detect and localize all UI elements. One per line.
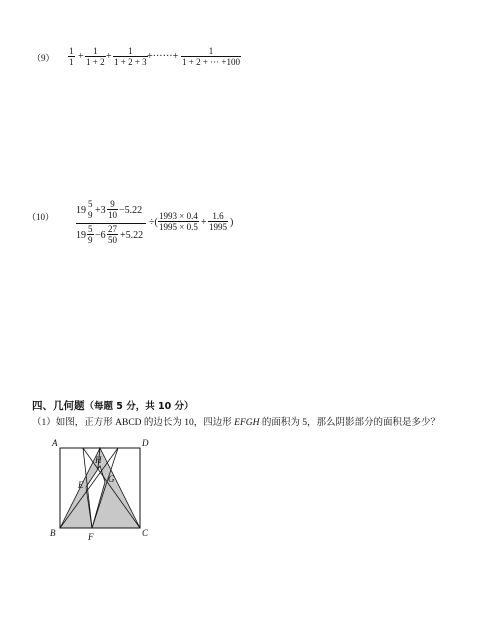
denominator: 1995 (209, 222, 227, 232)
p9-f1-numerator: 1 (69, 46, 74, 56)
p10-top-fraction-1 (87, 199, 94, 220)
p10-divide-open: ÷( (149, 217, 158, 228)
p10-top-tail: −5.22 (119, 205, 143, 216)
label-a: A (52, 438, 58, 448)
square-figure (44, 434, 164, 544)
numerator: 5 (88, 224, 93, 234)
numerator: 9 (110, 199, 115, 209)
p10-top-whole: 19 (76, 205, 86, 216)
label-c: C (142, 528, 149, 538)
section-4-title: 四、几何题 (32, 400, 85, 412)
p10-top-op: +3 (95, 205, 106, 216)
denominator: 9 (88, 235, 93, 245)
p10-top-fraction-2 (107, 199, 118, 220)
p10-bottom-fraction-1 (87, 224, 94, 245)
denominator: 1995 × 0.5 (159, 222, 198, 232)
p9-ellipsis-plus: +······+ (147, 51, 179, 62)
p9-f4-denominator: 1 + 2 + ··· +100 (182, 57, 240, 67)
label-g: G (108, 474, 115, 484)
p9-fraction-1 (68, 46, 75, 67)
question-1-text (32, 414, 440, 428)
denominator: 9 (88, 210, 93, 220)
p9-f4-numerator: 1 (208, 46, 214, 56)
p9-fraction-2 (85, 46, 106, 67)
label-e: E (78, 480, 84, 490)
p9-f3-numerator: 1 (128, 46, 133, 56)
p10-plus: + (201, 217, 207, 228)
denominator: 10 (108, 210, 117, 220)
label-h: H (95, 455, 102, 465)
label-b: B (50, 528, 56, 538)
numerator: 1993 × 0.4 (159, 211, 198, 221)
p10-bottom-tail: +5.22 (120, 230, 144, 241)
p9-plus-1: + (78, 51, 84, 62)
question-1-shape-name: EFGH (234, 418, 260, 428)
problem-9-label: （9） (32, 53, 55, 63)
label-d: D (142, 438, 149, 448)
p9-f3-denominator: 1 + 2 + 3 (114, 57, 147, 67)
numerator: 5 (88, 199, 93, 209)
section-4-heading (32, 398, 194, 413)
p10-bottom-op: −6 (95, 230, 106, 241)
p9-plus-2: + (106, 51, 112, 62)
question-1-prefix: （1）如图，正方形 ABCD 的边长为 10，四边形 (32, 418, 232, 428)
p9-fraction-3 (113, 46, 148, 67)
label-f: F (88, 532, 94, 542)
p9-f1-denominator: 1 (69, 57, 74, 67)
p10-fraction-4 (208, 211, 228, 232)
section-4-subtitle: （每题 5 分，共 10 分） (84, 401, 194, 412)
p10-close-paren: ) (230, 217, 234, 228)
p10-fraction-3 (158, 211, 199, 232)
p10-bottom-fraction-2 (107, 224, 118, 245)
p9-f2-denominator: 1 + 2 (86, 57, 105, 67)
p9-f2-numerator: 1 (93, 46, 98, 56)
problem-10-label: （10） (27, 212, 55, 222)
numerator: 27 (108, 224, 117, 234)
p10-bottom-whole: 19 (76, 230, 86, 241)
p9-fraction-4 (181, 46, 241, 67)
numerator: 1.6 (212, 211, 224, 221)
denominator: 50 (108, 235, 117, 245)
question-1-suffix: 的面积为 5，那么阴影部分的面积是多少？ (261, 418, 440, 428)
